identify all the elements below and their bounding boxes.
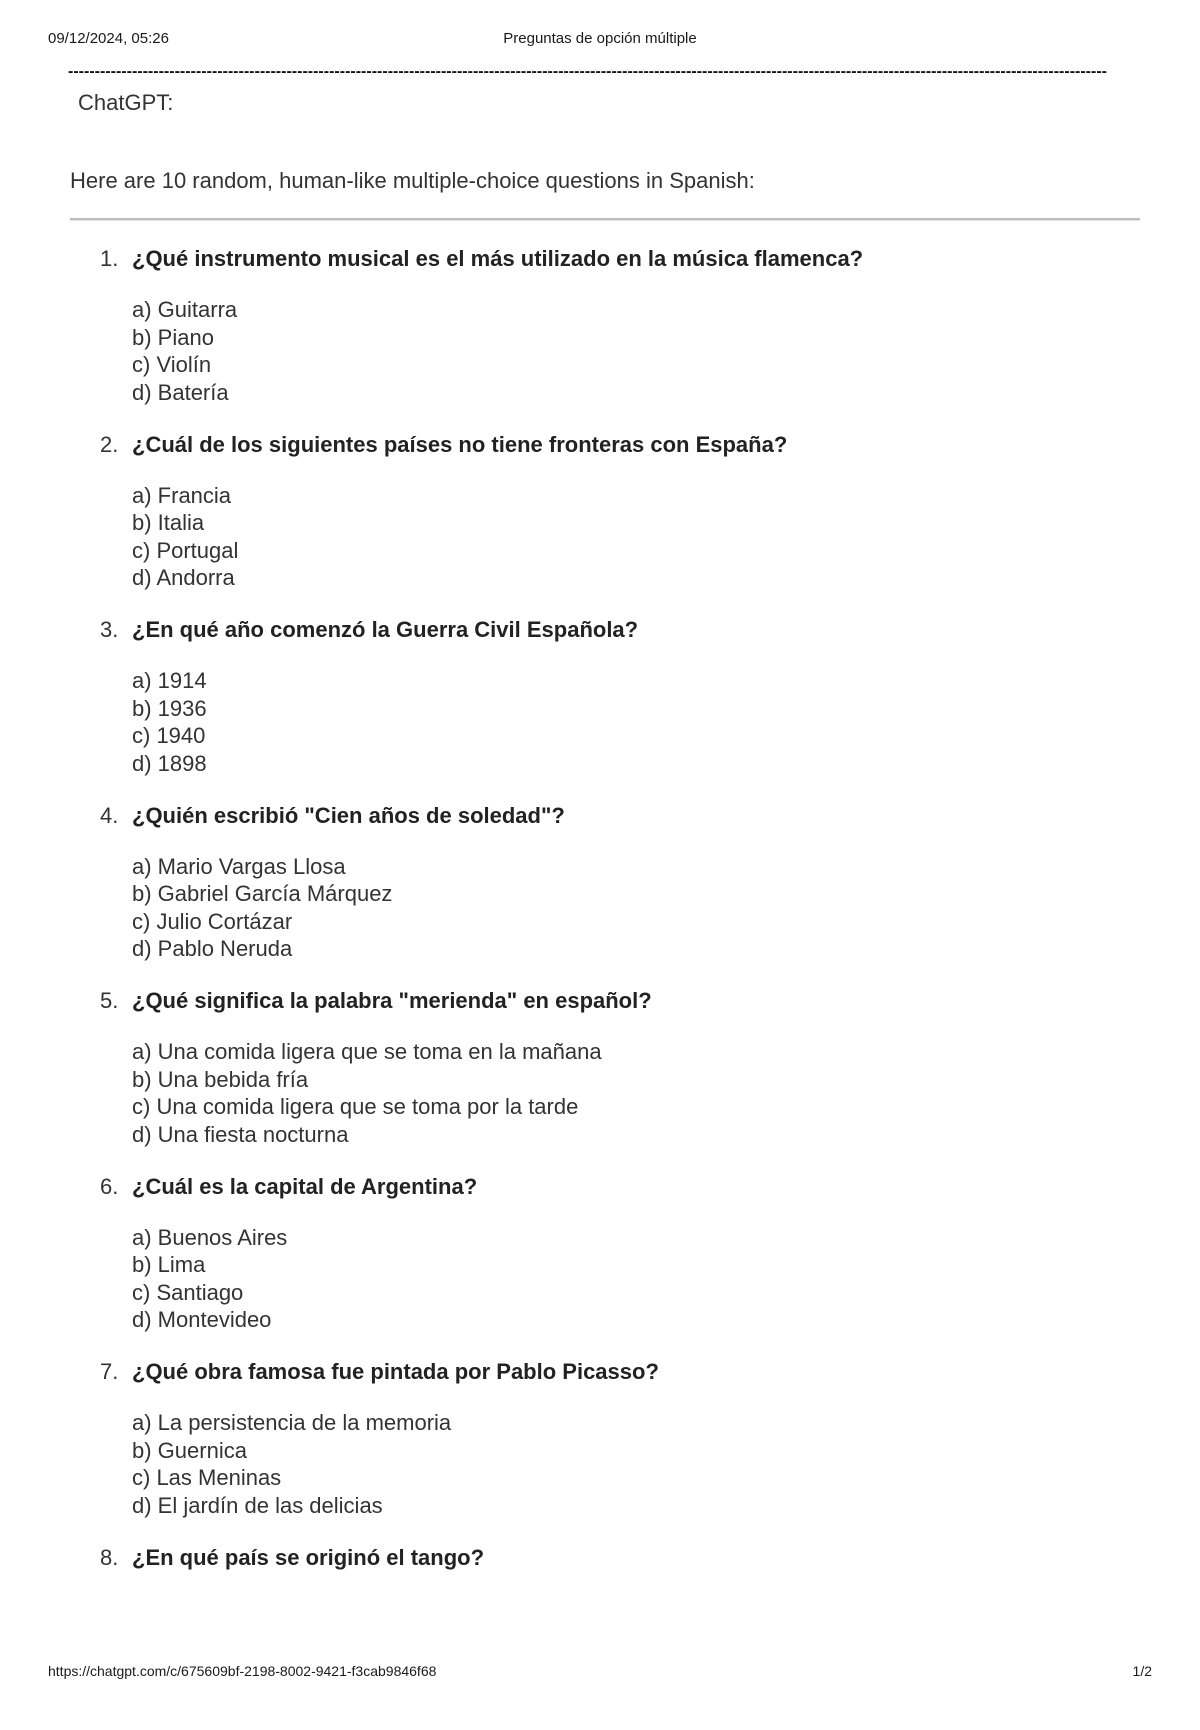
answer-option: a) La persistencia de la memoria — [132, 1409, 451, 1437]
print-header — [48, 30, 1152, 50]
answer-option: a) Francia — [132, 482, 238, 510]
answer-option: a) Guitarra — [132, 296, 237, 324]
question-number: 3. — [100, 617, 118, 643]
page-url: https://chatgpt.com/c/675609bf-2198-8002-9421-f3cab9846f68 — [48, 1663, 436, 1679]
horizontal-rule — [70, 218, 1140, 220]
question-item — [100, 617, 1140, 803]
answer-option: a) 1914 — [132, 667, 207, 695]
answer-option: d) El jardín de las delicias — [132, 1492, 451, 1520]
question-item — [100, 1545, 1140, 1730]
question-number: 8. — [100, 1545, 118, 1571]
chat-speaker-label: ChatGPT: — [78, 90, 173, 116]
page-number: 1/2 — [1133, 1663, 1152, 1679]
question-text: ¿Quién escribió "Cien años de soledad"? — [132, 803, 565, 829]
print-title: Preguntas de opción múltiple — [48, 30, 1152, 47]
answer-option: c) Santiago — [132, 1279, 287, 1307]
question-number: 2. — [100, 432, 118, 458]
question-item — [100, 1359, 1140, 1545]
answer-option: c) Una comida ligera que se toma por la tarde — [132, 1093, 602, 1121]
intro-text: Here are 10 random, human-like multiple-choice questions in Spanish: — [70, 168, 755, 194]
question-text: ¿Qué instrumento musical es el más utilizado en la música flamenca? — [132, 246, 863, 272]
question-number: 7. — [100, 1359, 118, 1385]
question-text: ¿Qué obra famosa fue pintada por Pablo Picasso? — [132, 1359, 659, 1385]
answer-option: d) Una fiesta nocturna — [132, 1121, 602, 1149]
answer-option: c) Violín — [132, 351, 237, 379]
answer-options — [132, 667, 207, 777]
answer-option: c) Las Meninas — [132, 1464, 451, 1492]
dashed-separator: --------------------------------------------------------------------------------------------------------------------------------------------------------------------------------------------------- — [68, 62, 1140, 82]
question-text: ¿Cuál es la capital de Argentina? — [132, 1174, 477, 1200]
question-number: 5. — [100, 988, 118, 1014]
question-number: 6. — [100, 1174, 118, 1200]
question-text: ¿Cuál de los siguientes países no tiene fronteras con España? — [132, 432, 787, 458]
answer-option: b) Italia — [132, 509, 238, 537]
question-item — [100, 803, 1140, 989]
answer-option: b) 1936 — [132, 695, 207, 723]
answer-option: b) Guernica — [132, 1437, 451, 1465]
question-text: ¿En qué país se originó el tango? — [132, 1545, 484, 1571]
answer-option: c) 1940 — [132, 722, 207, 750]
answer-option: c) Julio Cortázar — [132, 908, 392, 936]
answer-option: d) Andorra — [132, 564, 238, 592]
question-item — [100, 246, 1140, 432]
answer-options — [132, 296, 237, 406]
answer-option: a) Mario Vargas Llosa — [132, 853, 392, 881]
question-text: ¿En qué año comenzó la Guerra Civil Española? — [132, 617, 638, 643]
answer-option: c) Portugal — [132, 537, 238, 565]
answer-option: d) 1898 — [132, 750, 207, 778]
answer-option: b) Una bebida fría — [132, 1066, 602, 1094]
question-item — [100, 432, 1140, 618]
answer-option: d) Montevideo — [132, 1306, 287, 1334]
answer-options — [132, 1038, 602, 1148]
answer-option: b) Lima — [132, 1251, 287, 1279]
answer-options — [132, 482, 238, 592]
question-item — [100, 1174, 1140, 1360]
question-number: 4. — [100, 803, 118, 829]
answer-option: b) Gabriel García Márquez — [132, 880, 392, 908]
answer-options — [132, 1224, 287, 1334]
answer-option: d) Batería — [132, 379, 237, 407]
answer-option: d) Pablo Neruda — [132, 935, 392, 963]
question-text: ¿Qué significa la palabra "merienda" en español? — [132, 988, 652, 1014]
answer-options — [132, 853, 392, 963]
print-date: 09/12/2024, 05:26 — [48, 30, 169, 47]
question-number: 1. — [100, 246, 118, 272]
answer-option: a) Buenos Aires — [132, 1224, 287, 1252]
answer-option: a) Una comida ligera que se toma en la mañana — [132, 1038, 602, 1066]
answer-options — [132, 1409, 451, 1519]
question-list — [100, 246, 1140, 1730]
answer-option: b) Piano — [132, 324, 237, 352]
question-item — [100, 988, 1140, 1174]
